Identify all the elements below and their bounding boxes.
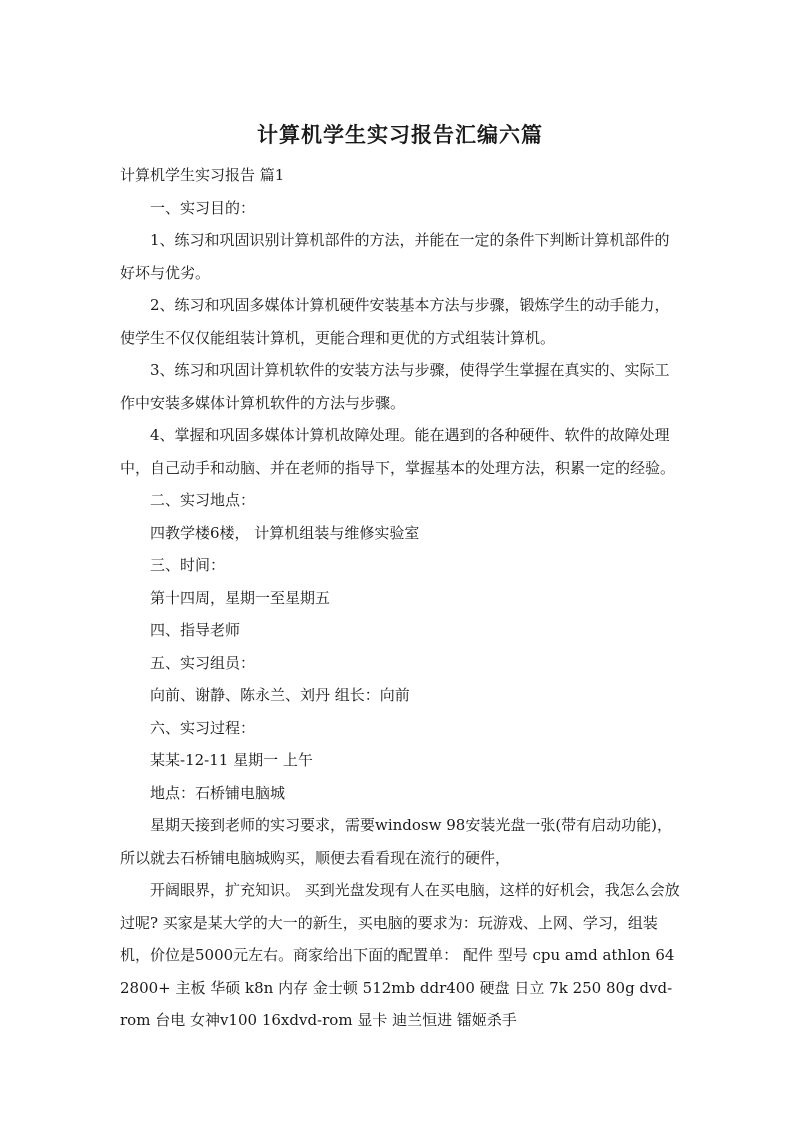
body-paragraph: 三、时间：	[150, 556, 226, 574]
body-paragraph: 四、指导老师	[150, 621, 241, 639]
document-title: 计算机学生实习报告汇编六篇	[257, 123, 543, 147]
body-paragraph: 四教学楼6楼， 计算机组装与维修实验室	[150, 523, 420, 542]
body-paragraph: 六、实习过程：	[150, 718, 256, 737]
body-paragraph: 向前、谢静、陈永兰、刘丹 组长：向前	[150, 686, 410, 704]
body-paragraph: 1、练习和巩固识别计算机部件的方法，并能在一定的条件下判断计算机部件的好坏与优劣。	[120, 231, 670, 282]
body-paragraph: 一、实习目的：	[150, 198, 256, 217]
document-body	[120, 159, 680, 1037]
body-paragraph: 第十四周，星期一至星期五	[150, 588, 331, 607]
section-heading: 计算机学生实习报告 篇1	[120, 166, 285, 184]
body-paragraph: 开阔眼界，扩充知识。 买到光盘发现有人在买电脑，这样的好机会，我怎么会放过呢? 买家是某大学的大一的新生，买电脑的要求为：玩游戏、上网、学习，组装机，价位是5000元左右。商家给出下面的配置单： 配件 型号 cpu amd athlon 64 2800+ 主板 华硕 k8n 内存 金士顿 512mb ddr400 硬盘 日立 7k 250 80g dvd-rom 台电 女神v100 16xdvd-rom 显卡 迪兰恒进 镭姬杀手	[120, 881, 680, 1029]
body-paragraph: 3、练习和巩固计算机软件的安装方法与步骤，使得学生掌握在真实的、实际工作中安装多媒体计算机软件的方法与步骤。	[120, 361, 670, 412]
body-paragraph: 某某-12-11 星期一 上午	[150, 751, 313, 769]
body-paragraph: 二、实习地点：	[150, 491, 256, 509]
body-paragraph: 2、练习和巩固多媒体计算机硬件安装基本方法与步骤，锻炼学生的动手能力，使学生不仅仅能组装计算机，更能合理和更优的方式组装计算机。	[120, 296, 670, 347]
body-paragraph: 4、掌握和巩固多媒体计算机故障处理。能在遇到的各种硬件、软件的故障处理中，自己动手和动脑、并在老师的指导下，掌握基本的处理方法，积累一定的经验。	[120, 426, 676, 477]
body-paragraph: 地点：石桥铺电脑城	[150, 783, 286, 802]
body-paragraph: 星期天接到老师的实习要求，需要windosw 98安装光盘一张(带有启动功能)，所以就去石桥铺电脑城购买，顺便去看看现在流行的硬件，	[120, 816, 673, 867]
body-paragraph: 五、实习组员：	[150, 653, 256, 672]
